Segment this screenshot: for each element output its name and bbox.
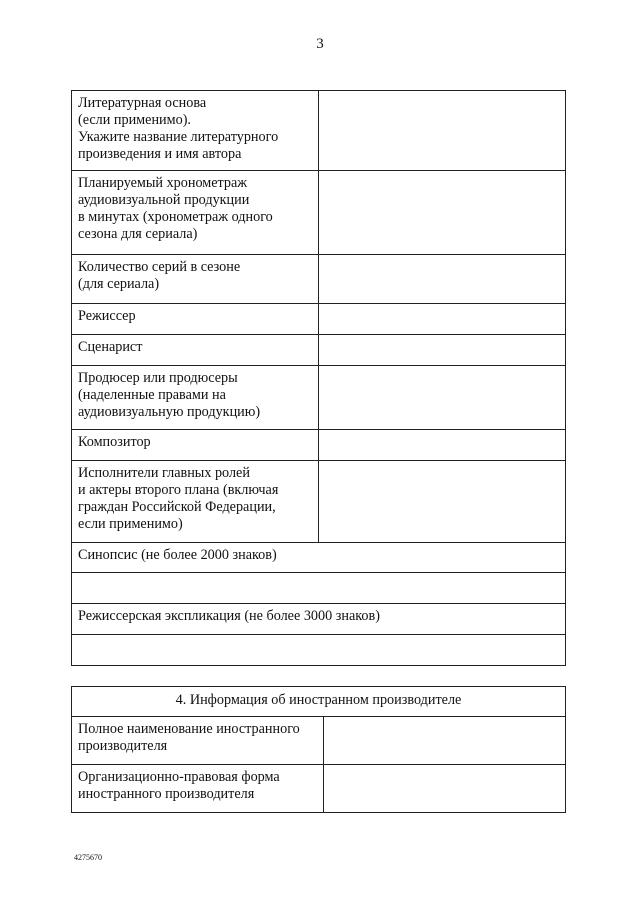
table-row bbox=[72, 171, 566, 255]
row-label bbox=[72, 461, 319, 543]
label-line: граждан Российской Федерации, bbox=[78, 499, 276, 515]
label-line: производителя bbox=[78, 738, 168, 754]
label-line: если применимо) bbox=[78, 516, 183, 532]
table-header-row bbox=[72, 687, 566, 717]
production-info-table bbox=[71, 90, 566, 666]
literary-basis-field[interactable] bbox=[319, 91, 566, 171]
table-row bbox=[72, 573, 566, 604]
row-label bbox=[72, 91, 319, 171]
label-line: Исполнители главных ролей bbox=[78, 465, 250, 481]
section-title: 4. Информация об иностранном производителе bbox=[72, 687, 566, 717]
page-number: 3 bbox=[316, 36, 324, 52]
label-line: в минутах (хронометраж одного bbox=[78, 209, 273, 225]
row-label bbox=[72, 171, 319, 255]
label-line: аудиовизуальную продукцию) bbox=[78, 404, 261, 420]
table-row bbox=[72, 366, 566, 430]
label-line: Планируемый хронометраж bbox=[78, 175, 248, 191]
row-label bbox=[72, 335, 319, 366]
label-line: Режиссер bbox=[78, 308, 136, 324]
label-line: (для сериала) bbox=[78, 276, 160, 292]
label-line: Продюсер или продюсеры bbox=[78, 370, 238, 386]
duration-field[interactable] bbox=[319, 171, 566, 255]
table-row bbox=[72, 335, 566, 366]
row-label bbox=[72, 304, 319, 335]
composer-field[interactable] bbox=[319, 430, 566, 461]
label-line: произведения и имя автора bbox=[78, 146, 242, 162]
cast-field[interactable] bbox=[319, 461, 566, 543]
label-line: Полное наименование иностранного bbox=[78, 721, 300, 737]
table-row bbox=[72, 304, 566, 335]
synopsis-label: Синопсис (не более 2000 знаков) bbox=[72, 543, 566, 573]
label-line: (если применимо). bbox=[78, 112, 191, 128]
table-row bbox=[72, 255, 566, 304]
producer-field[interactable] bbox=[319, 366, 566, 430]
label-line: Укажите название литературного bbox=[78, 129, 279, 145]
table-row bbox=[72, 765, 566, 813]
label-line: (наделенные правами на bbox=[78, 387, 226, 403]
label-line: Количество серий в сезоне bbox=[78, 259, 241, 275]
label-line: Организационно-правовая форма bbox=[78, 769, 280, 785]
label-line: Литературная основа bbox=[78, 95, 207, 111]
label-line: и актеры второго плана (включая bbox=[78, 482, 279, 498]
explication-field[interactable] bbox=[72, 635, 566, 666]
row-label bbox=[72, 765, 324, 813]
label-line: иностранного производителя bbox=[78, 786, 255, 802]
row-label bbox=[72, 717, 324, 765]
table-row bbox=[72, 717, 566, 765]
table-row bbox=[72, 543, 566, 573]
screenwriter-field[interactable] bbox=[319, 335, 566, 366]
synopsis-field[interactable] bbox=[72, 573, 566, 604]
label-line: аудиовизуальной продукции bbox=[78, 192, 250, 208]
director-field[interactable] bbox=[319, 304, 566, 335]
explication-label: Режиссерская экспликация (не более 3000 знаков) bbox=[72, 604, 566, 635]
row-label bbox=[72, 255, 319, 304]
table-row bbox=[72, 604, 566, 635]
table-row bbox=[72, 461, 566, 543]
table-row bbox=[72, 635, 566, 666]
label-line: Композитор bbox=[78, 434, 151, 450]
document-id: 4275670 bbox=[74, 853, 102, 862]
table-row bbox=[72, 430, 566, 461]
row-label bbox=[72, 366, 319, 430]
label-line: сезона для сериала) bbox=[78, 226, 198, 242]
table-row bbox=[72, 91, 566, 171]
episodes-count-field[interactable] bbox=[319, 255, 566, 304]
foreign-producer-name-field[interactable] bbox=[324, 717, 566, 765]
row-label bbox=[72, 430, 319, 461]
foreign-producer-table bbox=[71, 686, 566, 813]
foreign-producer-legal-form-field[interactable] bbox=[324, 765, 566, 813]
label-line: Сценарист bbox=[78, 339, 143, 355]
